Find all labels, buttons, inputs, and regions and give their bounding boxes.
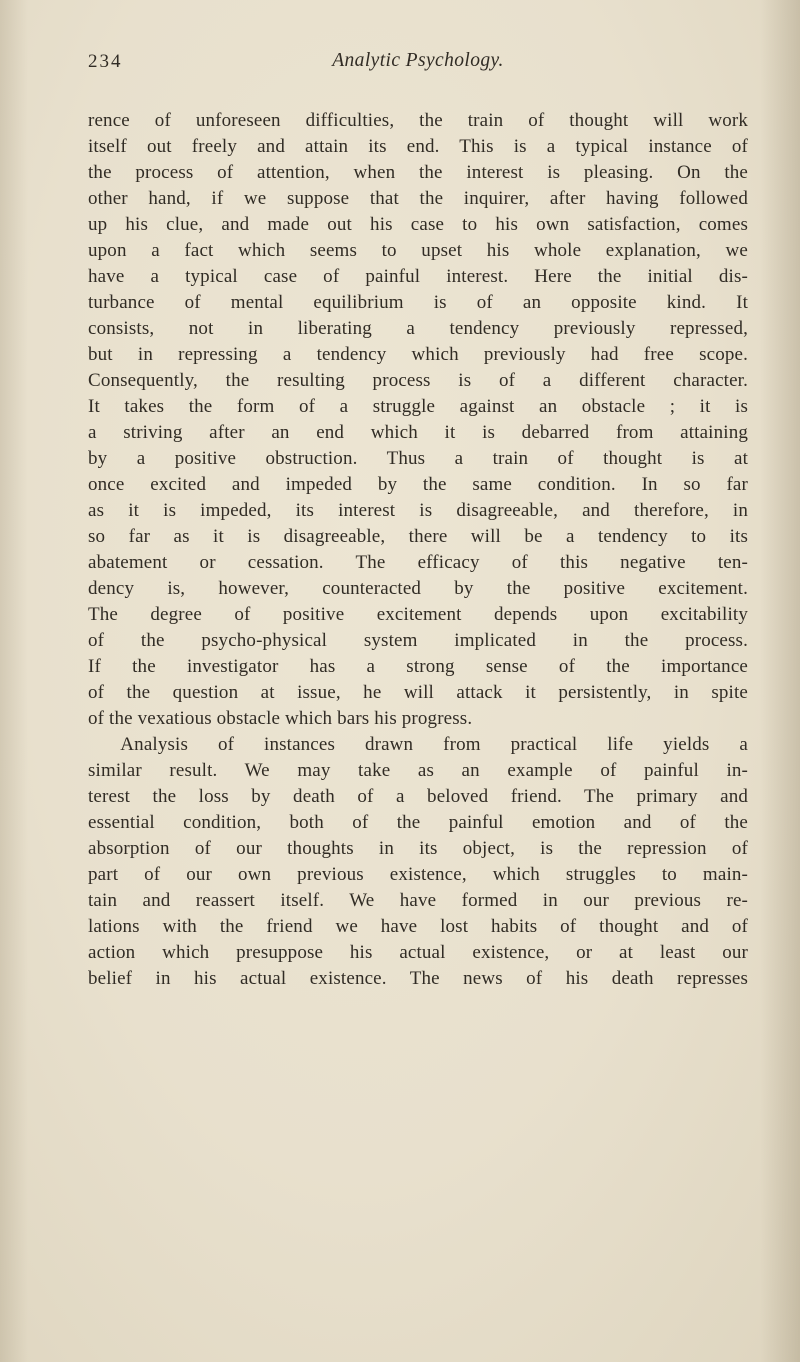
text-line: by a positive obstruction. Thus a train of thought is at xyxy=(88,448,748,469)
page-number: 234 xyxy=(88,51,123,72)
text-line: of the vexatious obstacle which bars his progress. xyxy=(88,708,473,729)
text-line: as it is impeded, its interest is disagreeable, and therefore, in xyxy=(88,500,748,521)
body-text xyxy=(88,108,748,992)
text-line: have a typical case of painful interest. Here the initial dis- xyxy=(88,266,748,287)
page-header xyxy=(88,50,748,76)
text-line: upon a fact which seems to upset his whole explanation, we xyxy=(88,240,748,261)
text-line: essential condition, both of the painful emotion and of the xyxy=(88,812,748,833)
text-line: absorption of our thoughts in its object, is the repression of xyxy=(88,838,748,859)
text-line: terest the loss by death of a beloved friend. The primary and xyxy=(88,786,748,807)
text-line: rence of unforeseen difficulties, the train of thought will work xyxy=(88,110,748,131)
text-line: part of our own previous existence, which struggles to main- xyxy=(88,864,748,885)
text-line: of the psycho-physical system implicated in the process. xyxy=(88,630,748,651)
text-line: of the question at issue, he will attack it persistently, in spite xyxy=(88,682,748,703)
text-line: tain and reassert itself. We have formed in our previous re- xyxy=(88,890,748,911)
text-line: lations with the friend we have lost habits of thought and of xyxy=(88,916,748,937)
text-line: It takes the form of a struggle against an obstacle ; it is xyxy=(88,396,748,417)
text-line: so far as it is disagreeable, there will be a tendency to its xyxy=(88,526,748,547)
text-line: turbance of mental equilibrium is of an opposite kind. It xyxy=(88,292,748,313)
text-line: Consequently, the resulting process is of a different character. xyxy=(88,370,748,391)
text-line: but in repressing a tendency which previously had free scope. xyxy=(88,344,748,365)
running-title: Analytic Psychology. xyxy=(332,50,504,71)
text-line: consists, not in liberating a tendency previously repressed, xyxy=(88,318,748,339)
text-line: dency is, however, counteracted by the positive excitement. xyxy=(88,578,748,599)
text-line: The degree of positive excitement depends upon excitability xyxy=(88,604,748,625)
text-line: belief in his actual existence. The news of his death represses xyxy=(88,968,748,989)
text-line: a striving after an end which it is debarred from attaining xyxy=(88,422,748,443)
text-line: action which presuppose his actual existence, or at least our xyxy=(88,942,748,963)
text-line: up his clue, and made out his case to his own satisfaction, comes xyxy=(88,214,748,235)
paragraph-2 xyxy=(88,732,748,992)
text-line: the process of attention, when the interest is pleasing. On the xyxy=(88,162,748,183)
text-line: abatement or cessation. The efficacy of this negative ten- xyxy=(88,552,748,573)
text-line: once excited and impeded by the same condition. In so far xyxy=(88,474,748,495)
text-line: other hand, if we suppose that the inquirer, after having followed xyxy=(88,188,748,209)
text-line: Analysis of instances drawn from practical life yields a xyxy=(120,734,748,755)
text-line: itself out freely and attain its end. This is a typical instance of xyxy=(88,136,748,157)
text-line: If the investigator has a strong sense of the importance xyxy=(88,656,748,677)
text-line: similar result. We may take as an example of painful in- xyxy=(88,760,748,781)
paragraph-1 xyxy=(88,108,748,732)
